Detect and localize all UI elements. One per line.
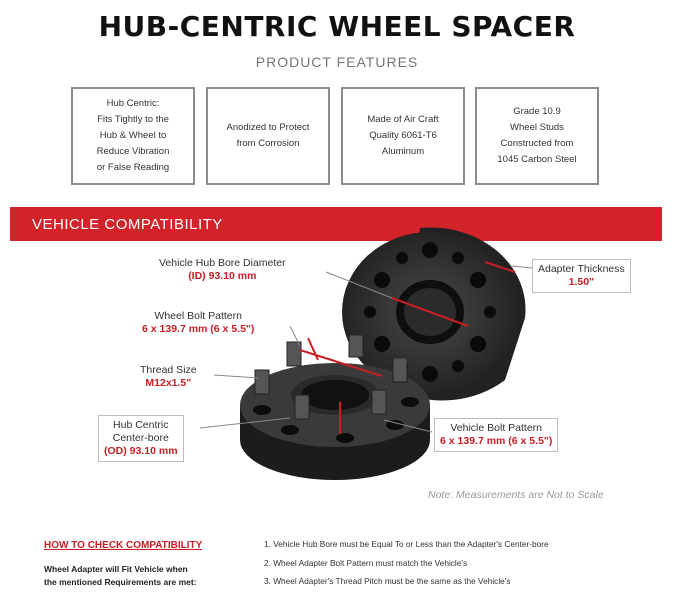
callout-label: Hub Centric	[113, 419, 169, 431]
callout-label: Wheel Bolt Pattern	[154, 310, 242, 322]
callout-value: 1.50"	[568, 276, 595, 288]
compatibility-intro	[44, 563, 197, 589]
callout-value: (ID) 93.10 mm	[188, 270, 257, 282]
callout-label: Center-bore	[112, 432, 169, 444]
callout-thread-size	[140, 364, 197, 390]
compatibility-heading: HOW TO CHECK COMPATIBILITY	[44, 540, 203, 551]
callout-value: M12x1.5"	[145, 377, 192, 389]
feature-text: Hub Centric: Fits Tightly to the Hub & Wheel to Reduce Vibration or False Reading	[96, 98, 170, 173]
callout-hub-bore	[159, 257, 286, 283]
requirement-1: 1. Vehicle Hub Bore must be Equal To or Less than the Adapter's Center-bore	[264, 539, 549, 549]
feature-text: Anodized to Protect from Corrosion	[226, 122, 310, 149]
callout-value: (OD) 93.10 mm	[104, 445, 178, 457]
callout-value: 6 x 139.7 mm (6 x 5.5")	[142, 323, 255, 335]
callout-label: Adapter Thickness	[538, 263, 625, 275]
requirement-3: 3. Wheel Adapter's Thread Pitch must be the same as the Vehicle's	[264, 576, 511, 586]
page-title: HUB-CENTRIC WHEEL SPACER	[98, 10, 576, 43]
callout-vehicle-bolt	[434, 418, 558, 452]
callout-label: Vehicle Hub Bore Diameter	[159, 257, 286, 269]
feature-text: Made of Air Craft Quality 6061-T6 Aluminum	[367, 114, 439, 157]
callout-center-bore	[98, 415, 184, 462]
page-subtitle: PRODUCT FEATURES	[255, 54, 419, 70]
intro-line: the mentioned Requirements are met:	[44, 577, 197, 587]
callout-value: 6 x 139.7 mm (6 x 5.5")	[440, 435, 553, 447]
callout-label: Thread Size	[140, 364, 197, 376]
requirement-2: 2. Wheel Adapter Bolt Pattern must match the Vehicle's	[264, 558, 468, 568]
scale-note: Note: Measurements are Not to Scale	[428, 489, 604, 501]
callout-thickness	[532, 259, 631, 293]
callout-wheel-bolt	[142, 310, 254, 336]
feature-text: Grade 10.9 Wheel Studs Constructed from 1045 Carbon Steel	[497, 106, 577, 165]
banner-title: VEHICLE COMPATIBILITY	[32, 216, 223, 233]
callout-label: Vehicle Bolt Pattern	[450, 422, 543, 434]
intro-line: Wheel Adapter will Fit Vehicle when	[44, 564, 188, 574]
